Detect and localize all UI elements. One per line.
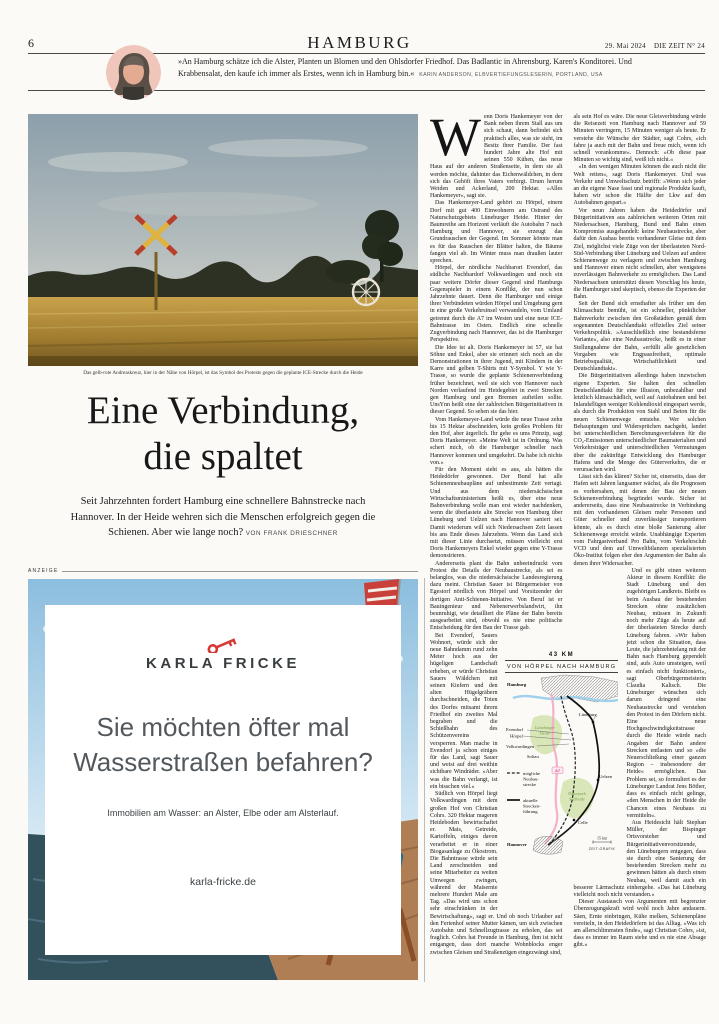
standfirst-text: Seit Jahrzehnten fordert Hamburg eine schnellere Bahnstrecke nach Hannover. In der Heide wehren sich die Menschen erfolgreich gegen die Schienen. Aber wie lange noch? — [70, 496, 376, 538]
lueneburg-dot — [592, 721, 594, 723]
map-label-celle: Celle — [578, 820, 588, 825]
paragraph: Aus Heidesicht hält Stephan Müller, der Bispinger Ortsvorsteher und Bürgerinitiativenvorsitzende, den Lüneburgern entgegen, dass sie durch eine Sanierung der bestehenden Strecken mehr zu gewinnen hätten als durch einen Neubau, weil damit auch ein besserer Lärmschutz einhergehe. »Das hat Lüneburg vielleicht noch nicht verstanden.« — [573, 819, 706, 898]
paragraph: Seit der Bund sich ernsthafter als früher um den Klimaschutz bemüht, ist ein schneller, pünktlicher Bahnverkehr zwischen den Großstädten gemäß dem sogenannten Deutschlandtakt offizielles Ziel seiner Verkehrspolitik. »Ausschließlich eine bestandsferne Variante«, also eine Neubaustrecke, heißt es in einer Stellungnahme der Bahn, »erfüllt alle gesetzlichen Vorgaben wie Engpassfreiheit, optimale Betriebsqualität, Wirtschaftlichkeit und Deutschlandtakt«. — [573, 301, 706, 373]
drop-cap: W — [430, 107, 481, 167]
byline: VON FRANK DRIESCHNER — [245, 530, 338, 537]
paragraph: Und es gibt einen weiteren Akteur in diesem Konflikt: die Stadt Lüneburg und den zugehörigen Landkreis. Bleibt es beim Ausbau der bestehenden Strecken ohne zusätzlichen Neubau, müssen in Zukunft noch mehr Züge als heute auf der überlasteten Strecke durch Lüneburg fahren. »Wir haben jetzt schon die Situation, dass Leute, die jahrzehntelang mit der Bahn nach Hamburg gependelt sind, aufs Auto umsteigen, weil es einfach nicht funktioniert«, sagt Oberbürgermeisterin Claudia Kalisch. Die Lüneburger wünschen sich darum dringend eine Neubaustrecke und verstehen den Protest in den Dörfern nicht. Eine neue Hochgeschwindigkeitstrasse durch die Heide würde nach Angaben der Bahn andere Strecken entlasten und so »die Neuerschließung einer ganzen Region – insbesondere der Heide« ermöglichen. Das Problem sei, so formuliert es der Lüneburger Landrat Jens Böther, dass es einfach nicht gelinge, »den Menschen in der Heide die Chancen eines Neubaus zu vermitteln«. — [626, 567, 706, 819]
lead-photo — [28, 114, 418, 366]
ad-url: karla-fricke.de — [190, 876, 256, 888]
section-title: HAMBURG — [307, 33, 412, 52]
paragraph: Die Idee ist alt. Doris Hankemeyer ist 57, sie hat Söhne und Enkel, aber sie erinnert sich noch an die Demonstrationen in ihrer Jugend, mit Kindern in der Karre und gelben T-Shirts mit Y-Symbol. Y wie Y-Trasse, so wurde die geplante Schienenverbindung früher bezeichnet, weil sie sich von Hannover nach Norden verlaufend im Heidegebiet in zwei Strecken gen Hamburg und gen Bremen aufteilen sollte. UnsYnn heißt eine der zahlreichen Bürgerinitiativen in dieser Gegend. So sehen sie das hier. — [430, 344, 563, 416]
page-number: 6 — [28, 36, 34, 50]
paragraph: Bei Evendorf, Sauers Wohnort, würde sich der neue Bahndamm rund zehn Meter hoch aus der hügeligen Landschaft erheben, er würde Christian Sauers Wäldchen mit seinen Kiefern und den alten Hügelgräbern durchschneiden, die Toten des Dorfes mitsamt ihrem Friedhof ein zweites Mal begraben und die Schießbahn des Schützenvereins versperren. Man mache in Evendorf ja schon einiges für das Land, sagt Sauer und weist auf drei weithin sichtbare Windräder. »Aber was die Bahn verlangt, ist ein bisschen viel.« — [430, 632, 498, 790]
map-distance: 43 KM — [505, 652, 618, 661]
ad-label-row — [28, 568, 418, 574]
map-a7-badge-label: A7 — [554, 768, 561, 773]
paragraph: als sein Hof es wäre. Die neue Gleisverbindung würde die Reisezeit von Hamburg nach Hannover auf 59 Minuten verringern, 15 Minuten weniger als heute. Er verstehe die Wünsche der Städter, sagt Cohrs, »ich fahre ja auch mit der Bahn und freue mich, wenn ich schnell vorankomme«. Dennoch: »Ob diese paar Minuten so wichtig sind, weiß ich nicht.« — [573, 114, 706, 164]
ad-headline: Sie möchten öfter mal Wasserstraßen befahren? — [73, 712, 373, 777]
map-credit: ZEIT-GRAFIK — [588, 847, 616, 851]
map-scale-label: 15 km — [596, 835, 608, 841]
dateline — [605, 42, 705, 50]
legend-solid-3: führung — [523, 809, 538, 814]
paragraph: Dieser Austausch von Argumenten mit begrenzter Überzeugungskraft wird wohl noch Jahre andauern. Säen, Ernte einbringen, Kühe melken, Schienenpläne vereiteln, in den Heidedörfern ist das Alltag. »Was ich am allerschlimmsten finde«, sagt Christian Cohrs, »ist, dass es immer im Raum stehe und es nie eine Absage gibt.« — [573, 899, 706, 949]
map-label-uelzen: Uelzen — [599, 774, 613, 779]
map-legend — [507, 771, 541, 814]
map-label-volkwardingen: Volkwardingen — [506, 744, 534, 749]
ad-brand-name: KARLA FRICKE — [146, 655, 300, 672]
ad-card — [45, 605, 401, 955]
map-area-label-suedheide-2: Südheide — [569, 796, 585, 802]
map-label-hamburg: Hamburg — [507, 682, 527, 687]
ad-brand — [146, 637, 300, 672]
issue-number: DIE ZEIT N° 24 — [654, 42, 705, 50]
map-label-evendorf: Evendorf — [506, 727, 524, 732]
quote-text: »An Hamburg schätze ich die Alster, Planten un Blomen und den Ohlsdorfer Friedhof. Das Badlantic in Ahrensburg. Karen's Konditorei. Und Krabbensalat, den kaufe ich immer als Erstes, wenn ich in Hamburg bin.« — [178, 57, 632, 78]
paragraph: Andererseits plant die Bahn unbeeindruckt vom Protest die Details der Neubaustrecke, als sei es belanglos, was die niedersächsische Landesregierung dazu meint. Christian Sauer ist Bürgermeister von Egestorf nördlich von Hörpel und Vorsitzender der dortigen Anti-Schienen-Initiative. Von Beruf ist er Bauingenieur und Nebenerwerbslandwirt, ihn beunruhigt, wie detailliert die Pläne der Bahn bereits ausgearbeitet sind, obwohl es nie eine politische Entscheidung für den Bau der Trasse gab. — [430, 560, 563, 632]
route-map — [505, 674, 618, 860]
reader-portrait-avatar — [106, 45, 161, 100]
wheel-marker — [353, 279, 379, 305]
paragraph: Das Hankemeyer-Land gehört zu Hörpel, einem Dorf mit gut 400 Einwohnern am Ostrand des Naturschutzgebiets Lüneburger Heide. Hinter der Baumreihe am Horizont verläuft die Autobahn 7 nach Hamburg und Hannover, sie erzeugt das Grundrauschen der Gegend. Im Sommer könnte man es für das Rauschen der Blätter halten, die Bäume fangen viel ab. Im Winter muss man draußen lauter sprechen. — [430, 200, 563, 265]
issue-date: 29. Mai 2024 — [604, 42, 646, 50]
map-label-soltau: Soltau — [527, 754, 539, 759]
route-map-inset — [504, 652, 619, 860]
quote-attribution: KARIN ANDERSON, ELBVERTIEFUNGSLESERIN, PORTLAND, USA — [419, 71, 603, 78]
headline-line-2: die spaltet — [143, 435, 303, 478]
map-area-label-heide-2: Heide — [539, 730, 551, 736]
ad-subline: Immobilien am Wasser: an Alster, Elbe oder am Alsterlauf. — [107, 808, 339, 818]
map-title: VON HÖRPEL NACH HAMBURG — [505, 661, 618, 673]
headline-line-1: Eine Verbindung, — [86, 389, 360, 432]
legend-dashed-3: strecke — [523, 782, 537, 787]
ad-label-rule — [62, 571, 418, 572]
key-icon — [206, 637, 240, 653]
photo-caption: Das gelb-rote Andreaskreuz, hier in der Nähe von Hörpel, ist das Symbol des Protests gegen die geplante ICE-Strecke durch die Heide — [83, 370, 363, 376]
hannover-city-area — [533, 836, 563, 854]
ad-label: ANZEIGE — [28, 568, 59, 574]
paragraph: Vor neun Jahren haben die Heidedörfer und Bürgerinitiativen aus zahlreichen weiteren Orten mit Niedersachsen, Hamburg, Bund und Bahn einen Kompromiss ausgehandelt: keine Neubaustrecke, aber dafür den Ausbau bereits vorhandener Gleise mit dem Ziel, möglichst viele Züge von der überlasteten Nord-Süd-Verbindung über Lüneburg und Uelzen auf andere Schienenwege zu verlagern und zwischen Hamburg und Hannover einen nicht schnellen, aber wenigstens zuverlässigen Bahnverkehr zu ermöglichen. Das Land Niedersachsen unterstützt diesen Vorschlag bis heute, die Hamburger sind skeptisch, ebenso die Experten der Bahn. — [573, 207, 706, 301]
legend-dashed-1: mögliche — [523, 770, 541, 776]
map-area-label-suedheide-1: Naturpark — [568, 791, 586, 796]
map-label-hoerpel: Hörpel — [510, 733, 523, 739]
paragraph: Lässt sich das klären? Sicher ist, einerseits, dass der Hafen seit Jahren langsamer wächst, als die Prognosen es vorhersahen, mit denen der Bau der neuen Schienenverbindung begründet wurde. Sicher ist andererseits, dass eine Neubaustrecke in Verbindung mit den vorhandenen Gleisen mehr Personen und Güter schneller und zuverlässiger transportieren könnte, als es durch eine bloße Sanierung alter Schienenwege erreicht würde. Unabhängige Experten vom Fahrgastverband Pro Bahn, vom Verkehrsclub VCD und dem auf Umweltbilanzen spezialisierten Öko-Institut folgen eher den Argumenten der Bahn als denen ihrer Widersacher. — [573, 474, 706, 567]
column-divider-rule — [424, 578, 425, 982]
paragraph: »In den wenigen Minuten können die auch nicht die Welt retten«, sagt Doris Hankemeyer. Und was Verkehr und Umweltschutz betrifft: »Wenn sich jeder an die eigene Nase fasst und regionale Produkte kauft, haben wir schon die Hälfte der Lkw auf den Autobahnen gespart.« — [573, 164, 706, 207]
advertisement — [28, 579, 418, 980]
paragraph: Südlich von Hörpel liegt Volkwardingen mit dem großen Hof von Christian Cohrs. 320 Hektar mageren Heideboden bewirtschaftet er. Mais, Getreide, Kartoffeln, einiges davon verarbeitet er in einer Biogasanlage zu Ökostrom. Die Bahntrasse würde sein Land zerschneiden und seine Mitarbeiter zu weiten Umwegen zwingen, während der Maisernte mehrere Hundert Male am Tag. »Das wird uns schon sehr einschränken in der Bewirtschaftung«, sagt er. Und ob noch Urlauber auf den Ferienhof seiner Mutter kämen, um sich zwischen Autobahn und Schnellzugtrasse zu erholen, das sei fraglich. Cohrs hat Freunde in Hamburg, ihm ist nicht entgangen, dass dort manche Wohnblocks enger zwischen Gleisen und Straßenzügen eingezwängt sind, — [430, 791, 563, 956]
paragraph: Vom Hankemeyer-Land würde die neue Trasse zehn bis 15 Hektar abschneiden, kein großes Problem für den Hof, aber ärgerlich. Ihr gehe es ums Prinzip, sagt Doris Hankemeyer. »Meine Welt ist in Ordnung. Was schert mich, ob die Hamburger schneller nach Hannover kommen und umgekehrt. Da habe ich nichts von.« — [430, 416, 563, 466]
map-label-hannover: Hannover — [507, 842, 527, 847]
uelzen-dot — [597, 779, 599, 781]
legend-solid-1: aktuelle — [523, 797, 538, 803]
map-area-label-heide-1: Lüneburger — [534, 725, 556, 730]
map-label-lueneburg: Lüneburg — [579, 712, 597, 717]
legend-dashed-2: Neubau- — [523, 776, 539, 782]
reader-quote — [178, 56, 678, 81]
map-scale — [589, 836, 616, 852]
landscape-photo-illustration — [28, 114, 418, 366]
paragraph: enn Doris Hankemeyer von der Bank neben ihrem Stall aus um sich schaut, dann befindet sich praktisch alles, was sie sieht, im Besitz ihrer Familie. Der fast hundert Jahre alte Hof mit seinen 550 Kühen, das neue Haus auf der anderen Straßenseite, in dem sie alt werden möchte, dahinter das Eichenwäldchen, in dem sich das Gehöft ihres Vaters verbirgt. Drum herum Weiden und Ackerland, 200 Hektar. »Alles Hankemeyer«, sagt sie. — [430, 114, 563, 200]
paragraph: Die Bürgerinitiativen allerdings haben inzwischen eigene Experten. Sie halten den schnellen Deutschlandtakt für eine Illusion, unbezahlbar und letztlich klimaschädlich, weil auf Autobahnen und bei Inlandsflügen weniger Kohlendioxid eingespart werde, als durch die Produktion von Stahl und Beton für die neuen Schienenwege entstehe. Wer solchen Behauptungen und Widersprüchen nachgeht, landet bei unterschiedlichen Berechnungsverfahren für die CO₂-Emissionen unterschiedlicher Baumaterialien und Verkehrsträger und unterschiedlichen Vermutungen über die zukünftige Entwicklung des Hamburger Hafens und die Menge des Güterverkehrs, die er verursachen wird. — [573, 373, 706, 473]
paragraph: Hörpel, der nördliche Nachbarort Evendorf, das südliche Nachbardorf Volkwardingen und noch ein paar weitere Dörfer dieser Gegend sind Hamburgs Gegenspieler in einem Konflikt, der nun schon Jahrzehnte dauert. Denn die Hamburger und einige ihrer Verbündeten würden Hörpel und Umgebung gern in eine große Verkehrsinsel verwandeln, vom Umland getrennt durch die A7 im Westen und eine neue ICE-Bahntrasse im Osten. Endlich eine schnelle Zugverbindung nach Hannover, das ist die Hamburger Perspektive. — [430, 265, 563, 344]
portrait-illustration — [106, 45, 161, 100]
paragraph: Für den Moment sieht es aus, als hätten die Heidedörfer gewonnen. Der Bund hat alle Schienenneubaupläne auf unbestimmte Zeit vertagt. Und aus dem niedersächsischen Wirtschaftsministerium heißt es, über eine neue Bahnverbindung wolle man erst wieder nachdenken, wenn die überlastete alte Strecke von Hamburg über Lüneburg und Uelzen nach Hannover saniert sei. Damit wiederum will sich Niedersachsen Zeit lassen bis ans Ende dieses Jahrzehnts. Wenn das Land sich mit dieser Linie durchsetzt, müssen vielleicht erst Doris Hankemeyers Enkel wieder gegen eine Y-Trasse demonstrieren. — [430, 466, 563, 560]
celle-dot — [573, 819, 575, 821]
legend-solid-2: Strecken- — [523, 803, 541, 809]
standfirst — [60, 494, 386, 542]
article-headline — [18, 388, 428, 480]
